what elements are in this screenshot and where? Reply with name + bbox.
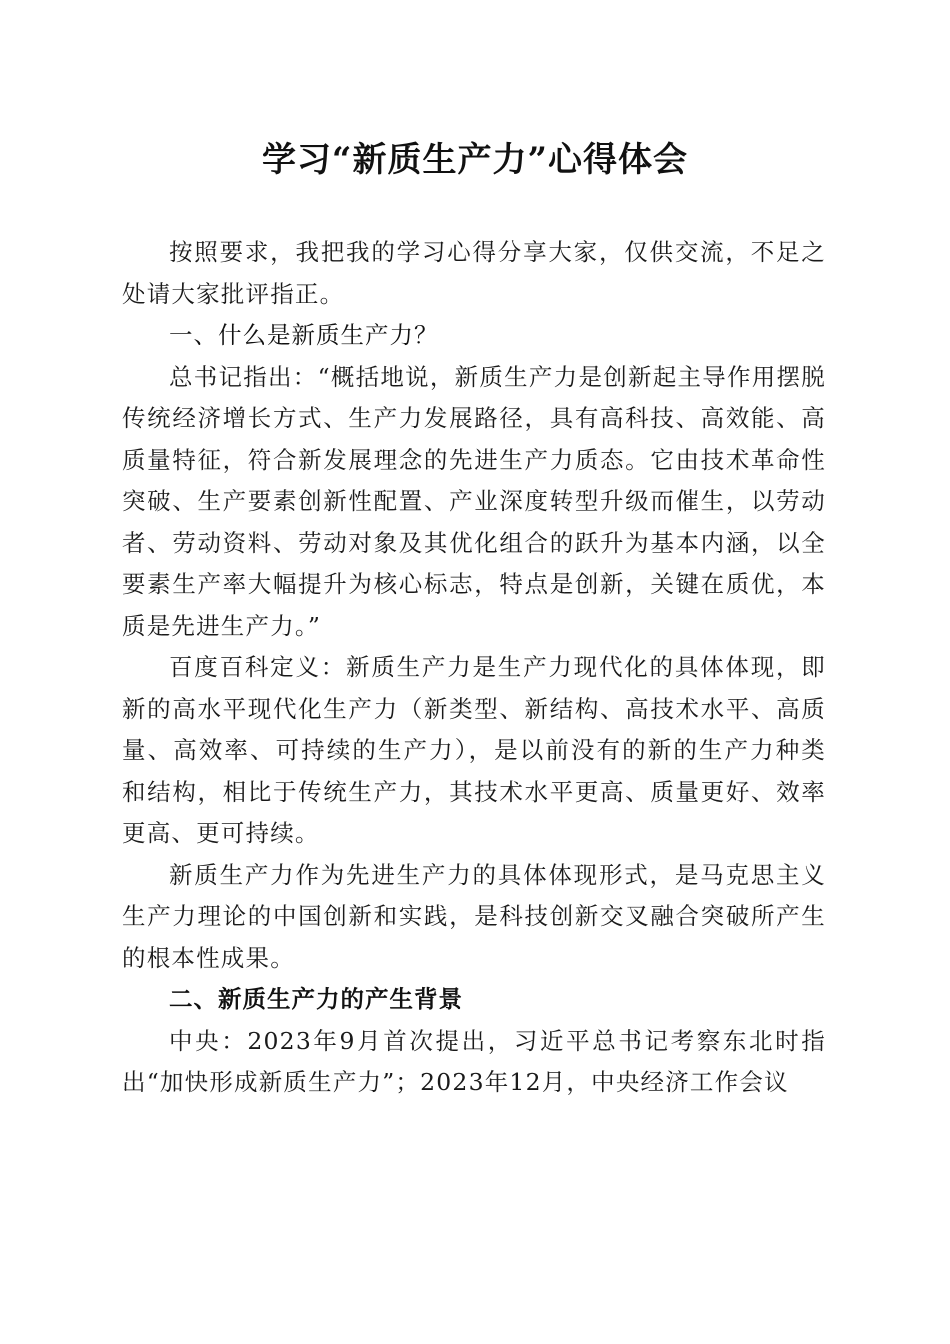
- section-1-paragraph: 百度百科定义：新质生产力是生产力现代化的具体体现，即新的高水平现代化生产力（新类型、新结构、高技术水平、高质量、高效率、可持续的生产力），是以前没有的新的生产力种类和结构，相比于传统生产力，其技术水平更高、质量更好、效率更高、更可持续。: [122, 653, 826, 847]
- section-2-heading: 二、新质生产力的产生背景: [169, 985, 463, 1013]
- section-1-paragraph: 新质生产力作为先进生产力的具体体现形式，是马克思主义生产力理论的中国创新和实践，是科技创新交叉融合突破所产生的根本性成果。: [122, 860, 826, 972]
- section-2-paragraph: 中央：2023年9月首次提出，习近平总书记考察东北时指出“加快形成新质生产力”；2023年12月，中央经济工作会议: [122, 1026, 826, 1096]
- section-1-paragraph: 总书记指出：“概括地说，新质生产力是创新起主导作用摆脱传统经济增长方式、生产力发展路径，具有高科技、高效能、高质量特征，符合新发展理念的先进生产力质态。它由技术革命性突破、生产要素创新性配置、产业深度转型升级而催生，以劳动者、劳动资料、劳动对象及其优化组合的跃升为基本内涵，以全要素生产率大幅提升为核心标志，特点是创新，关键在质优，本质是先进生产力。”: [122, 362, 826, 640]
- document-title: 学习“新质生产力”心得体会: [261, 140, 689, 180]
- document-body: [122, 232, 826, 1104]
- section-1-heading: 一、什么是新质生产力？: [169, 321, 439, 349]
- intro-paragraph: 按照要求，我把我的学习心得分享大家，仅供交流，不足之处请大家批评指正。: [122, 238, 826, 308]
